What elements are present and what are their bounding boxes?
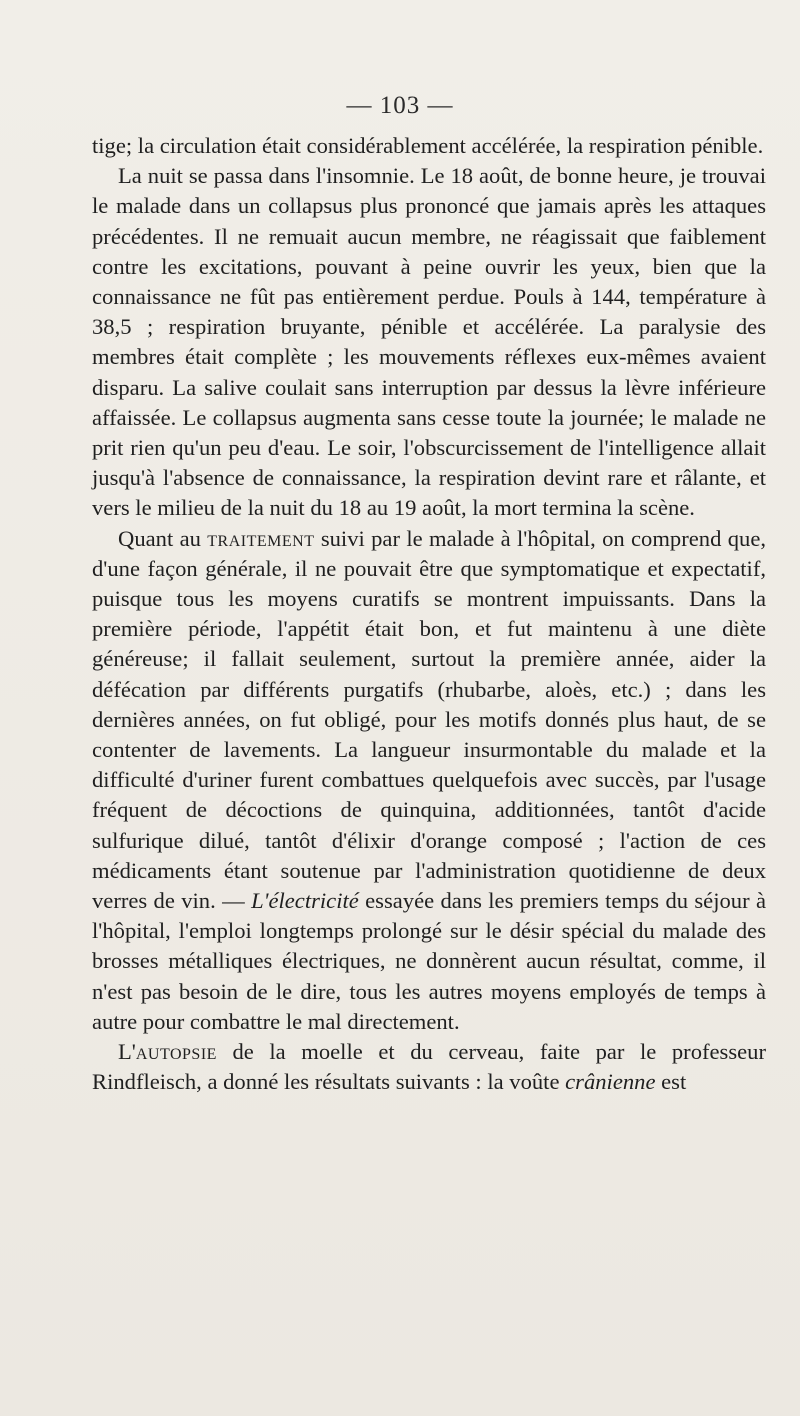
paragraph-treatment [92,524,766,1037]
small-caps-heading: traitement [207,525,315,551]
text-segment: tige; la circulation était considérablement accélérée, la respiration pénible. [92,133,764,158]
body-text [92,131,766,1098]
page-number: — 103 — [346,92,454,119]
text-segment: de la moelle et du cerveau, faite par le professeur Rindfleisch, a donné les résultats suivants : la voûte [92,1039,766,1095]
small-caps-heading: autopsie [135,1039,217,1065]
paragraph-continuation [92,131,766,161]
text-segment: Quant au [118,525,208,551]
italic-term: crânienne [565,1069,656,1095]
text-segment: est [655,1069,687,1095]
text-segment: suivi par le malade à l'hôpital, on comprend que, d'une façon générale, il ne pouvait être que symptomatique et expectatif, puisque tous les moyens curatifs se montrent impuissants. Dans la première période, l'appétit était bon, et fut maintenu à une diète généreuse; il fallait seulement, surtout la première année, aider la défécation par différents purgatifs (rhubarbe, aloès, etc.) ; dans les dernières années, on fut obligé, pour les motifs donnés plus haut, de se contenter de lavements. La langueur insurmontable du malade et la difficulté d'uriner furent combattues quelquefois avec succès, par l'usage fréquent de décoctions de quinquina, additionnées, tantôt d'acide sulfurique dilué, tantôt d'élixir d'orange composé ; l'action de ces médicaments étant soutenue par l'administration quotidienne de deux verres de vin. — [92,525,766,914]
text-segment: L' [118,1039,136,1065]
text-segment: La nuit se passa dans l'insomnie. Le 18 août, de bonne heure, je trouvai le malade dans un collapsus plus prononcé que jamais après les attaques précédentes. Il ne remuait aucun membre, ne réagissait que faiblement contre les excitations, pouvant à peine ouvrir les yeux, bien que la connaissance ne fût pas entièrement perdue. Pouls à 144, température à 38,5 ; respiration bruyante, pénible et accélérée. La paralysie des membres était complète ; les mouvements réflexes eux-mêmes avaient disparu. La salive coulait sans interruption par dessus la lèvre inférieure affaissée. Le collapsus augmenta sans cesse toute la journée; le malade ne prit rien qu'un peu d'eau. Le soir, l'obscurcissement de l'intelligence allait jusqu'à l'absence de connaissance, la respiration devint rare et râlante, et vers le milieu de la nuit du 18 au 19 août, la mort termina la scène. [92,163,766,521]
italic-term: L'électricité [251,888,359,914]
paragraph-autopsy [92,1037,766,1097]
text-segment: essayée dans les premiers temps du séjour à l'hôpital, l'emploi longtemps prolongé sur le désir spécial du malade des brosses métalliques électriques, ne donnèrent aucun résultat, comme, il n'est pas besoin de le dire, tous les autres moyens employés de temps à autre pour combattre le mal directement. [92,888,766,1034]
paragraph-night [92,161,766,523]
